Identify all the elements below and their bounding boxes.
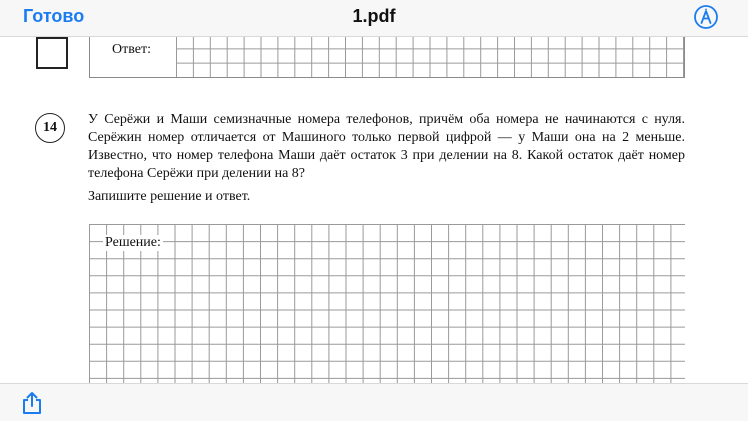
answer-grid: [176, 37, 684, 77]
pdf-page[interactable]: [0, 37, 748, 383]
answer-label: Ответ:: [112, 42, 151, 57]
done-button[interactable]: Готово: [23, 6, 85, 26]
solution-box: [89, 224, 685, 383]
bottom-toolbar: [0, 383, 748, 421]
question-instruction: Запишите решение и ответ.: [88, 189, 251, 204]
markup-pen-circle-icon[interactable]: [694, 5, 718, 29]
question-text: У Серёжи и Маши семизначные номера телефонов, причём оба номера не начинаются с нуля. Серёжин номер отличается от Машиного только первой цифрой — у Маши она на 2 меньше. Известно, что номер телефона Маши даёт остаток 3 при делении на 8. Какой остаток даёт номер телефона Серёжи при делении на 8?: [88, 112, 685, 181]
answer-checkbox-square: [36, 37, 68, 69]
solution-label: Решение:: [105, 235, 161, 250]
answer-box: [89, 37, 685, 78]
question-number-badge: 14: [35, 113, 65, 143]
share-icon[interactable]: [21, 391, 43, 415]
solution-grid: [89, 224, 685, 383]
navigation-bar: [0, 0, 748, 37]
document-title: 1.pdf: [352, 6, 396, 26]
